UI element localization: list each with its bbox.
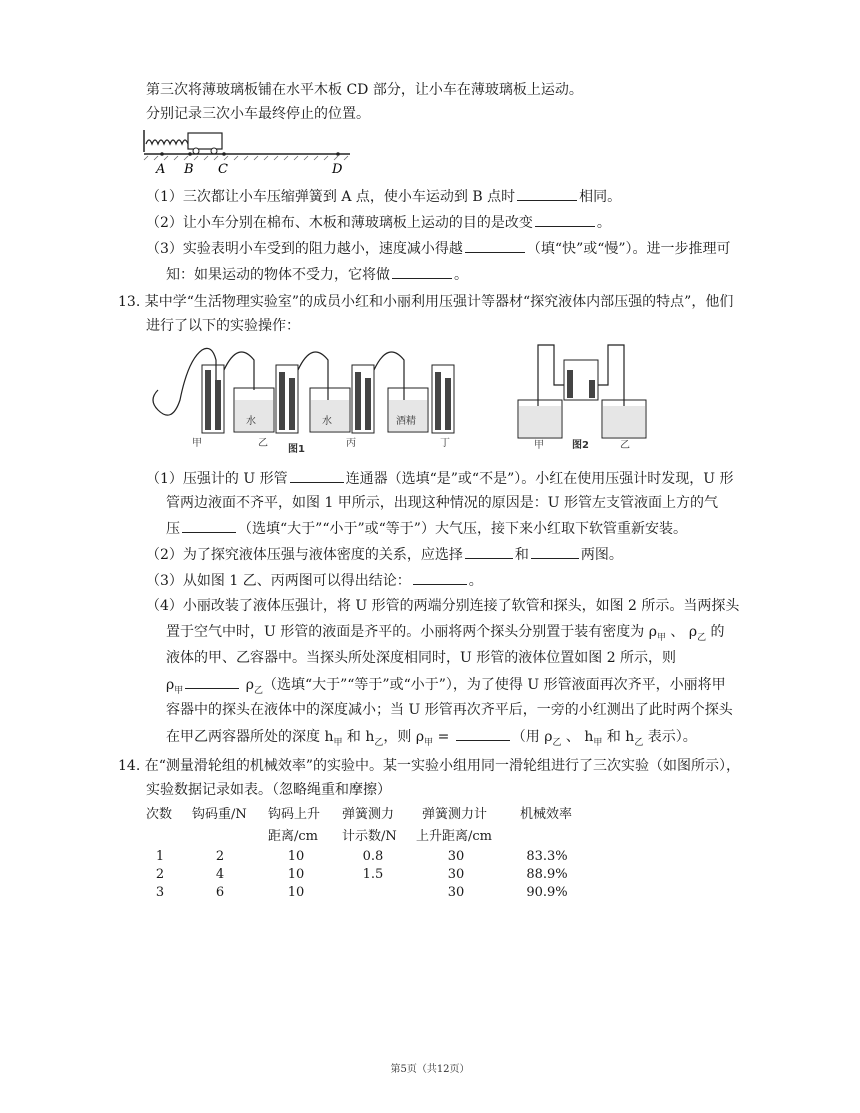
table-cell: 90.9% (526, 885, 568, 900)
fig1-label-jia: 甲 (192, 438, 202, 449)
q13-part-3: （3）从如图 1 乙、丙两图可以得出结论： 。 (146, 570, 483, 591)
table-cell: 6 (215, 885, 225, 900)
intro-line-2: 分别记录三次小车最终停止的位置。 (146, 106, 370, 122)
fig1-title: 图1 (288, 444, 305, 455)
table-cell: 10 (287, 867, 305, 882)
table-header: 次数 (146, 807, 173, 822)
spring-icon (146, 140, 188, 144)
answer-blank[interactable] (531, 544, 579, 559)
table-cell: 83.3% (526, 849, 568, 864)
q13-part-2: （2）为了探究液体压强与液体密度的关系，应选择 和 两图。 (146, 544, 623, 565)
fig1-liquid-label: 水 (322, 416, 332, 427)
track-label-d: D (332, 162, 343, 177)
q12-part-3: （3）实验表明小车受到的阻力越小，速度减小得越 （填“快”或“慢”）。进一步推理可 (146, 238, 731, 259)
q13-part-4-cont5: 在甲乙两容器所处的深度 $h_甲$ 和 $h_乙$，则 $\rho_甲$ = （用 $\rho_乙$ 、 $h_甲$ 和 $h_乙$ 表示）。 (166, 726, 697, 753)
q13-part-4-cont4: 容器中的探头在液体中的深度减小；当 U 形管再次齐平后，一旁的小红测出了此时两个探头 (166, 702, 733, 718)
q12-part-2: （2）让小车分别在棉布、木板和薄玻璃板上运动的目的是改变 。 (146, 212, 611, 233)
table-header: 弹簧测力 (342, 807, 395, 822)
table-cell: 1 (155, 849, 165, 864)
table-cell: 88.9% (526, 867, 568, 882)
q13-part-4-cont2: 液体的甲、乙容器中。当探头所处深度相同时，U 形管的液体位置如图 2 所示，则 (166, 650, 677, 666)
fig1-liquid-label: 水 (246, 416, 256, 427)
table-header: 距离/cm (268, 829, 318, 844)
q13-part-4-cont1: 置于空气中时，U 形管的液面是齐平的。小丽将两个探头分别置于装有密度为 $\rho_甲$ 、 $\rho_乙$ 的 (166, 624, 725, 643)
fig2-title: 图2 (572, 440, 589, 451)
fig1-label-bing: 丙 (346, 438, 356, 449)
q12-part-3-cont: 知：如果运动的物体不受力，它将做 。 (166, 264, 468, 285)
track-label-c: C (218, 162, 228, 177)
figure-2-modified-gauge (512, 340, 652, 460)
table-cell: 30 (447, 867, 465, 882)
table-cell: 30 (447, 885, 465, 900)
track-label-a: A (156, 162, 166, 177)
answer-blank[interactable] (185, 674, 239, 689)
q13-stem-1: 13. 某中学“生活物理实验室”的成员小红和小丽利用压强计等器材“探究液体内部压强的特点”，他们 (118, 294, 734, 310)
table-cell: 10 (287, 849, 305, 864)
fig2-label-jia: 甲 (534, 440, 544, 451)
cart-icon (188, 133, 222, 149)
table-cell: 3 (155, 885, 165, 900)
q14-stem-2: 实验数据记录如表。（忽略绳重和摩擦） (146, 782, 391, 798)
table-cell: 30 (447, 849, 465, 864)
table-header: 弹簧测力计 (422, 807, 488, 822)
table-header: 机械效率 (520, 807, 573, 822)
table-header: 计示数/N (342, 829, 397, 844)
fig2-label-yi: 乙 (620, 440, 630, 451)
table-cell: 1.5 (362, 867, 384, 882)
q13-part-1-cont2: 压 （选填“大于”“小于”或“等于”）大气压，接下来小红取下软管重新安装。 (166, 518, 687, 539)
q14-stem-1: 14. 在“测量滑轮组的机械效率”的实验中。某一实验小组用同一滑轮组进行了三次实验（如图所示）， (118, 758, 741, 774)
answer-blank[interactable] (465, 544, 513, 559)
fig1-liquid-label: 酒精 (396, 416, 416, 427)
intro-line-1: 第三次将薄玻璃板铺在水平木板 CD 部分，让小车在薄玻璃板上运动。 (146, 82, 583, 98)
table-cell: 0.8 (362, 849, 384, 864)
table-cell: 4 (215, 867, 225, 882)
table-header: 钩码重/N (192, 807, 247, 822)
table-cell: 2 (215, 849, 225, 864)
answer-blank[interactable] (535, 212, 595, 227)
q13-part-4-cont3: $\rho_甲$ $\rho_乙$（选填“大于”“等于”或“小于”），为了使得 U 形管液面再次齐平，小丽将甲 (166, 674, 726, 701)
table-header: 上升距离/cm (416, 829, 492, 844)
fig1-label-yi: 乙 (258, 438, 268, 449)
q13-part-1-cont: 管两边液面不齐平，如图 1 甲所示，出现这种情况的原因是：U 形管左支管液面上方的气 (166, 495, 719, 511)
track-label-b: B (184, 162, 194, 177)
figure-1-pressure-gauges (148, 340, 468, 460)
page-number: 第5页（共12页） (390, 1064, 470, 1075)
answer-blank[interactable] (456, 726, 510, 741)
answer-blank[interactable] (182, 518, 236, 533)
table-header: 钩码上升 (268, 807, 321, 822)
answer-blank[interactable] (465, 238, 525, 253)
answer-blank[interactable] (517, 186, 577, 201)
q12-part-1: （1）三次都让小车压缩弹簧到 A 点，使小车运动到 B 点时 相同。 (146, 186, 621, 207)
fig1-label-ding: 丁 (440, 438, 450, 449)
answer-blank[interactable] (290, 468, 344, 483)
q13-stem-2: 进行了以下的实验操作： (146, 318, 300, 334)
cart-track-figure (140, 128, 360, 178)
q13-part-1: （1）压强计的 U 形管 连通器（选填“是”或“不是”）。小红在使用压强计时发现，U 形 (146, 468, 734, 489)
answer-blank[interactable] (392, 264, 452, 279)
answer-blank[interactable] (413, 570, 467, 585)
table-cell: 10 (287, 885, 305, 900)
q13-part-4: （4）小丽改装了液体压强计，将 U 形管的两端分别连接了软管和探头，如图 2 所示。当两探头 (146, 598, 740, 614)
table-cell: 2 (155, 867, 165, 882)
